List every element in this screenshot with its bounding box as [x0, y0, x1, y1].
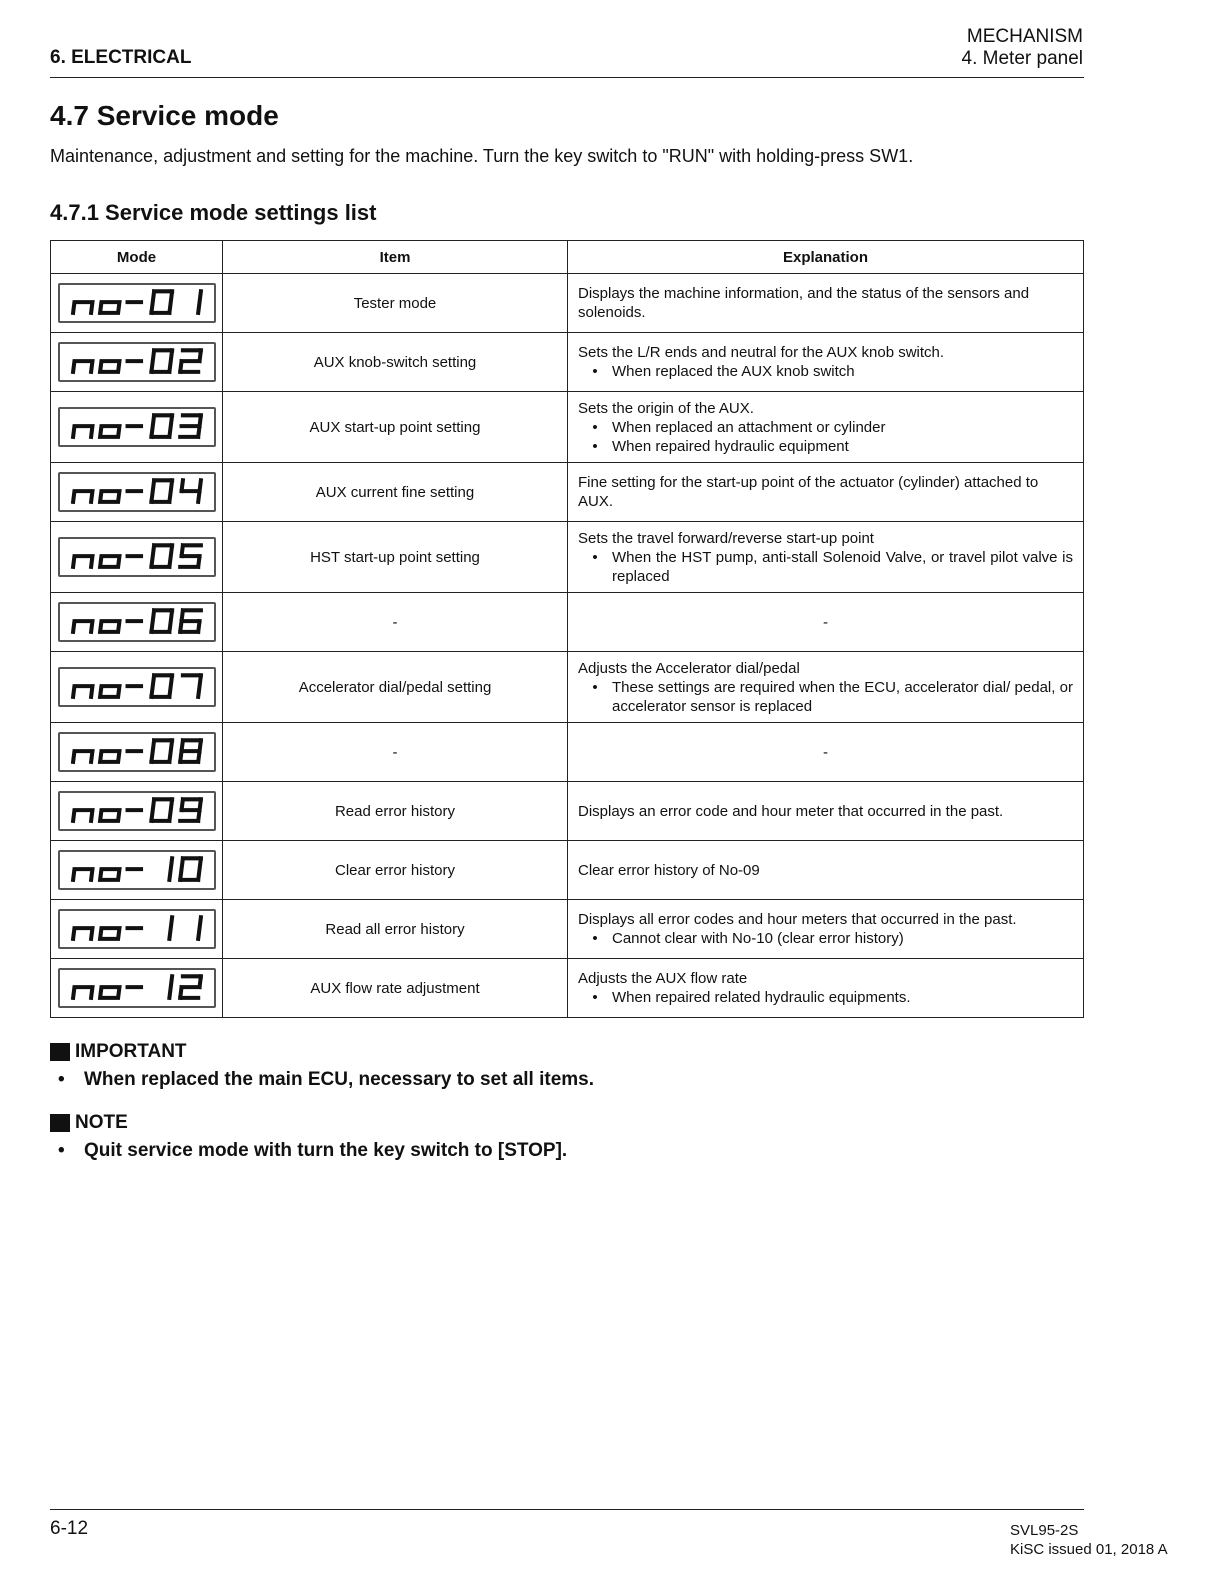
explanation-text: Displays an error code and hour meter that occurred in the past.	[578, 802, 1004, 820]
mode-cell	[51, 652, 223, 723]
mode-lcd-display	[58, 732, 216, 772]
item-cell: AUX current fine setting	[223, 463, 568, 522]
important-label: IMPORTANT	[75, 1041, 187, 1062]
mode-cell	[51, 593, 223, 652]
table-row	[51, 333, 1084, 392]
mode-lcd-display	[58, 667, 216, 707]
bullet-icon: •	[592, 418, 598, 436]
mode-cell	[51, 782, 223, 841]
square-marker-icon	[50, 1043, 70, 1061]
table-row	[51, 274, 1084, 333]
explanation-text: Displays the machine information, and the status of the sensors and solenoids.	[578, 285, 1030, 321]
explanation-text: Adjusts the AUX flow rate	[578, 970, 748, 987]
mode-cell	[51, 900, 223, 959]
note-label: NOTE	[75, 1112, 128, 1133]
explanation-cell	[568, 959, 1084, 1018]
explanation-bullet	[578, 929, 1073, 948]
bullet-text: When repaired hydraulic equipment	[612, 437, 849, 455]
page-number: 6-12	[50, 1518, 89, 1539]
bullet-text: These settings are required when the ECU, accelerator dial/ pedal, or accelerator sensor is replaced	[612, 678, 1073, 715]
explanation-cell	[568, 841, 1084, 900]
bullet-icon: •	[592, 930, 598, 947]
item-cell: -	[223, 723, 568, 782]
mode-lcd-display	[58, 602, 216, 642]
explanation-text: Displays all error codes and hour meters that occurred in the past.	[578, 911, 1017, 928]
item-cell: -	[223, 593, 568, 652]
mode-lcd-display	[58, 909, 216, 949]
page-title: 4.7 Service mode	[50, 100, 279, 131]
important-notice: IMPORTANT • When replaced the main ECU, necessary to set all items.	[50, 1041, 594, 1091]
table-header-row	[51, 241, 1084, 274]
item-cell: Tester mode	[223, 274, 568, 333]
footer-divider	[50, 1509, 1084, 1510]
table-row	[51, 841, 1084, 900]
explanation-bullet	[578, 678, 1073, 716]
mode-lcd-display	[58, 342, 216, 382]
item-cell: AUX start-up point setting	[223, 392, 568, 463]
bullet-icon: •	[592, 548, 598, 566]
mode-lcd-display	[58, 283, 216, 323]
table-row	[51, 463, 1084, 522]
table-row	[51, 723, 1084, 782]
mode-cell	[51, 333, 223, 392]
explanation-cell	[568, 900, 1084, 959]
mode-lcd-display	[58, 472, 216, 512]
column-header-mode: Mode	[51, 241, 223, 274]
bullet-icon: •	[592, 437, 598, 455]
mode-lcd-display	[58, 537, 216, 577]
table-row	[51, 782, 1084, 841]
explanation-cell	[568, 593, 1084, 652]
item-cell: AUX knob-switch setting	[223, 333, 568, 392]
table-row	[51, 900, 1084, 959]
table-row	[51, 959, 1084, 1018]
footer-info	[1010, 1521, 1168, 1559]
table-row	[51, 392, 1084, 463]
section-heading	[962, 26, 1083, 70]
item-cell: HST start-up point setting	[223, 522, 568, 593]
bullet-icon: •	[592, 989, 598, 1006]
explanation-text: Fine setting for the start-up point of the actuator (cylinder) attached to AUX.	[578, 474, 1039, 510]
square-marker-icon	[50, 1114, 70, 1132]
explanation-cell	[568, 333, 1084, 392]
item-cell: Clear error history	[223, 841, 568, 900]
subsection-title: 4. Meter panel	[961, 48, 1083, 69]
mode-cell	[51, 841, 223, 900]
explanation-cell	[568, 723, 1084, 782]
explanation-cell	[568, 652, 1084, 723]
bullet-text: When replaced an attachment or cylinder	[612, 418, 886, 436]
explanation-text: Adjusts the Accelerator dial/pedal	[578, 659, 800, 677]
mode-cell	[51, 274, 223, 333]
model-name: SVL95-2S	[1010, 1522, 1079, 1539]
mode-cell	[51, 723, 223, 782]
explanation-bullet	[578, 418, 1073, 437]
table-row	[51, 593, 1084, 652]
explanation-cell	[568, 274, 1084, 333]
explanation-bullet	[578, 548, 1073, 586]
section-subtitle: 4.7.1 Service mode settings list	[50, 200, 377, 225]
item-cell: Read all error history	[223, 900, 568, 959]
explanation-bullet	[578, 437, 1073, 456]
issue-info: KiSC issued 01, 2018 A	[1010, 1541, 1168, 1558]
item-cell: Read error history	[223, 782, 568, 841]
mode-cell	[51, 959, 223, 1018]
bullet-icon: •	[592, 678, 598, 696]
mode-lcd-display	[58, 968, 216, 1008]
explanation-bullet	[578, 988, 1073, 1007]
mode-cell	[51, 463, 223, 522]
note-text: Quit service mode with turn the key switch to [STOP].	[84, 1140, 568, 1161]
bullet-text: When repaired related hydraulic equipments.	[612, 989, 911, 1006]
section-title: MECHANISM	[966, 26, 1083, 47]
bullet-icon: •	[592, 363, 598, 380]
explanation-text: Clear error history of No-09	[578, 861, 760, 879]
explanation-text: Sets the L/R ends and neutral for the AUX knob switch.	[578, 344, 945, 361]
mode-lcd-display	[58, 791, 216, 831]
explanation-cell	[568, 782, 1084, 841]
item-cell: AUX flow rate adjustment	[223, 959, 568, 1018]
service-mode-table	[50, 240, 1084, 1018]
column-header-explanation: Explanation	[568, 241, 1084, 274]
explanation-text: -	[823, 613, 828, 631]
explanation-bullet	[578, 362, 1073, 381]
bullet-text: When the HST pump, anti-stall Solenoid Valve, or travel pilot valve is replaced	[612, 548, 1073, 585]
intro-paragraph: Maintenance, adjustment and setting for the machine. Turn the key switch to "RUN" with holding-press SW1.	[50, 146, 914, 166]
note-notice: NOTE • Quit service mode with turn the key switch to [STOP].	[50, 1112, 567, 1162]
table-row	[51, 652, 1084, 723]
explanation-text: Sets the origin of the AUX.	[578, 399, 754, 417]
bullet-text: When replaced the AUX knob switch	[612, 363, 855, 380]
explanation-text: -	[823, 743, 828, 761]
mode-lcd-display	[58, 850, 216, 890]
bullet-text: Cannot clear with No-10 (clear error history)	[612, 930, 904, 947]
column-header-item: Item	[223, 241, 568, 274]
mode-cell	[51, 392, 223, 463]
item-cell: Accelerator dial/pedal setting	[223, 652, 568, 723]
explanation-text: Sets the travel forward/reverse start-up point	[578, 529, 874, 547]
mode-lcd-display	[58, 407, 216, 447]
explanation-cell	[568, 392, 1084, 463]
table-row	[51, 522, 1084, 593]
header-divider	[50, 77, 1084, 78]
mode-cell	[51, 522, 223, 593]
chapter-title: 6. ELECTRICAL	[50, 47, 192, 68]
explanation-cell	[568, 522, 1084, 593]
explanation-cell	[568, 463, 1084, 522]
important-text: When replaced the main ECU, necessary to set all items.	[84, 1069, 595, 1090]
